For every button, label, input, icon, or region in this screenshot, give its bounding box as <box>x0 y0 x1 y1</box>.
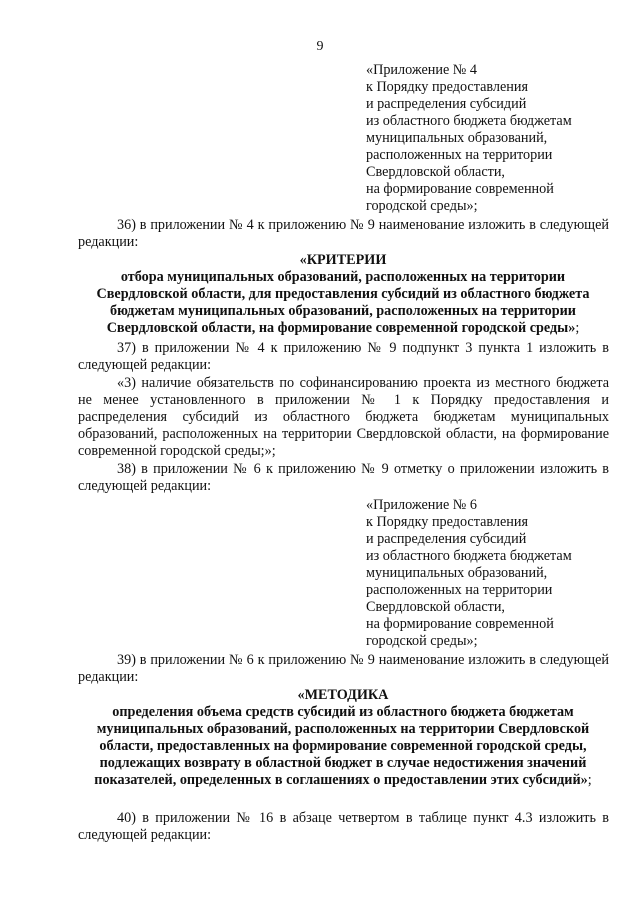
method-tail: ; <box>587 772 592 788</box>
method-title: «МЕТОДИКА <box>297 687 389 703</box>
item-36-text: 36) в приложении № 4 к приложению № 9 наименование изложить в следующей редакции: <box>78 217 609 250</box>
item-38-text: 38) в приложении № 6 к приложению № 9 отметку о приложении изложить в следующей редакции: <box>78 461 609 494</box>
criteria-heading <box>70 252 616 337</box>
item-40-text: 40) в приложении № 16 в абзаце четвертом в таблице пункт 4.3 изложить в следующей редакции: <box>78 810 609 843</box>
criteria-body <box>70 269 616 337</box>
page-number: 9 <box>316 39 324 54</box>
item-40 <box>78 810 609 844</box>
item-37-quote <box>78 375 609 460</box>
criteria-tail: ; <box>575 320 580 336</box>
item-37-quote-text: «3) наличие обязательств по софинансированию проекта из местного бюджета не менее установленного в приложении № 1 к Порядку предоставления и распределения субсидий из областного бюджета бюджетам муниципальных образований, расположенных на территории Свердловской области, на формирование современной городской среды;»; <box>78 375 609 459</box>
method-heading <box>70 687 616 789</box>
criteria-title: «КРИТЕРИИ <box>299 252 387 268</box>
item-37 <box>78 340 609 374</box>
method-body-text: определения объема средств субсидий из областного бюджета бюджетам муниципальных образований, расположенных на территории Свердловской области, предоставленных на формирование современной городской среды, подлежащих возврату в областной бюджет в случае недостижения значений показателей, определенных в соглашениях о предоставлении этих субсидий» <box>94 704 590 788</box>
item-38 <box>78 461 609 495</box>
appendix-6-note: «Приложение № 6 к Порядку предоставления и распределения субсидий из областного бюджета бюджетам муниципальных образований, расположенных на территории Свердловской области, на формирование современной городской среды»; <box>366 497 572 649</box>
item-39 <box>78 652 609 686</box>
appendix-4-note: «Приложение № 4 к Порядку предоставления и распределения субсидий из областного бюджета бюджетам муниципальных образований, расположенных на территории Свердловской области, на формирование современной городской среды»; <box>366 62 572 214</box>
method-body <box>70 704 616 789</box>
item-37-text: 37) в приложении № 4 к приложению № 9 подпункт 3 пункта 1 изложить в следующей редакции: <box>78 340 609 373</box>
criteria-body-text: отбора муниципальных образований, расположенных на территории Свердловской области, для предоставления субсидий из областного бюджета бюджетам муниципальных образований, расположенных на территории Свердловской области, на формирование современной городской среды» <box>96 269 590 336</box>
item-36 <box>78 217 609 251</box>
item-39-text: 39) в приложении № 6 к приложению № 9 наименование изложить в следующей редакции: <box>78 652 609 685</box>
